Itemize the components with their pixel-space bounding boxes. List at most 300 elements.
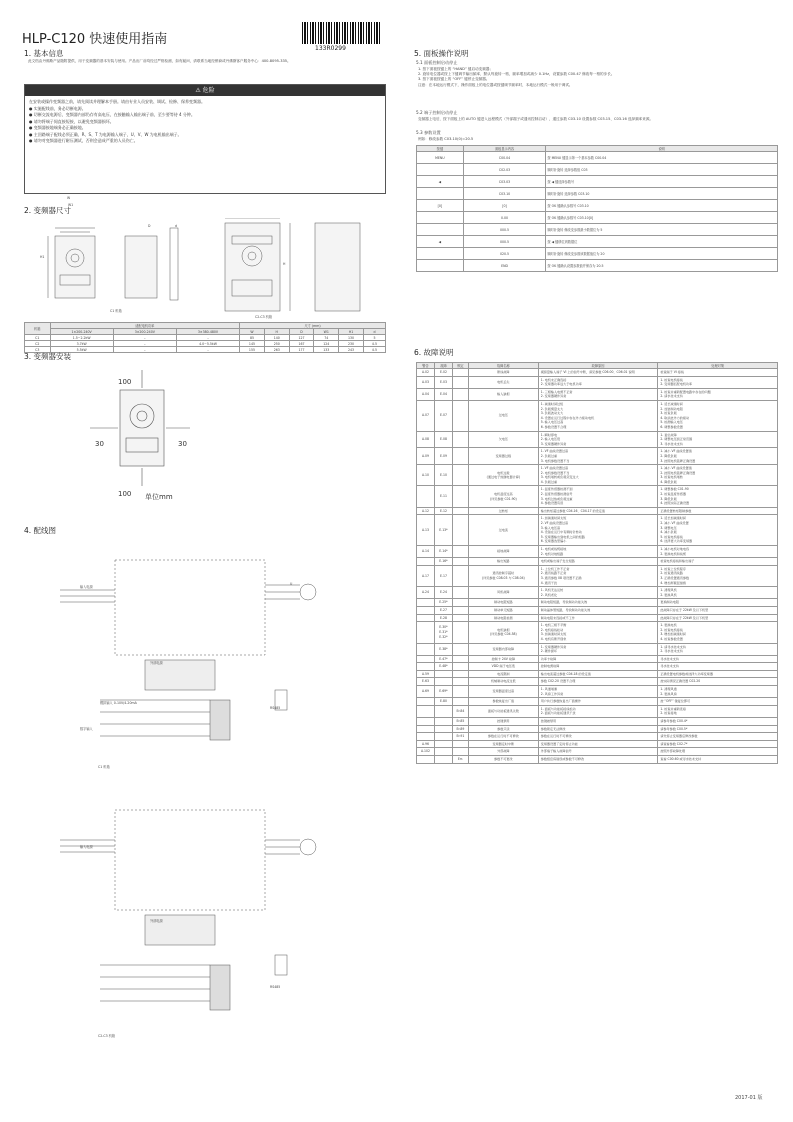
dim-label-w: W xyxy=(67,196,71,200)
fault-cell: E.25* xyxy=(434,599,452,607)
fault-cell: A.96 xyxy=(417,740,435,748)
fault-cell: E.12 xyxy=(434,507,452,515)
fault-cell xyxy=(417,655,435,663)
fault-cell: 制动晶体管短路，导致制动功能失效 xyxy=(538,606,658,614)
dim-label-small-d: d xyxy=(175,224,178,228)
dim-label-h: H xyxy=(283,262,286,266)
fault-cell xyxy=(417,663,435,671)
fault-cell: E.08 xyxy=(434,431,452,448)
fault-cell: 检查端子 VI 接线 xyxy=(658,369,778,377)
fault-cell: E.13* xyxy=(434,515,452,546)
danger-line: ● 变频器接地端务必正确接地。 xyxy=(29,125,86,130)
fault-cell xyxy=(452,614,468,622)
fault-cell xyxy=(452,515,468,546)
fault-cell: E.14* xyxy=(434,546,452,558)
fault-row xyxy=(417,546,778,558)
fault-cell: 外部端子输入故障信号 xyxy=(538,748,658,756)
panel-row xyxy=(417,152,778,164)
fault-cell: A.14 xyxy=(417,546,435,558)
panel-row xyxy=(417,224,778,236)
fault-cell xyxy=(452,507,468,515)
fault-row xyxy=(417,614,778,622)
dim-cell: 140 xyxy=(264,335,289,341)
fault-cell xyxy=(417,558,435,566)
dim-cell: 3.7kW xyxy=(50,341,113,347)
fault-row xyxy=(417,486,778,507)
fault-row xyxy=(417,686,778,698)
fault-cell: 1. 清理风道 2. 更换风扇 xyxy=(658,686,778,698)
dim-cell: 145 xyxy=(240,341,265,347)
fault-cell: 制动电阻检测 xyxy=(468,614,538,622)
fault-cell: 1. 温度传感器检测不到 2. 温度传感器检测信号 3. 电机过热或负载过重 4. 参数设置有误 xyxy=(538,486,658,507)
fault-cell xyxy=(452,431,468,448)
dim-cell: 1.5~2.2kW xyxy=(50,335,113,341)
dim-label-w1: W1 xyxy=(68,203,74,207)
panel-key-icon xyxy=(417,164,464,176)
fault-cell: 变频器过载 xyxy=(468,448,538,465)
fault-cell: E.10 xyxy=(434,465,452,486)
fault-cell xyxy=(417,622,435,643)
panel-cell: 顺时针旋转 修改变参数该数据值位为 20 xyxy=(546,248,778,260)
dim-cell: – xyxy=(113,347,176,353)
wiring-label-analog-in: 模拟输入 0-10V/4-20mA xyxy=(100,701,137,705)
fault-cell: E.11 xyxy=(434,486,452,507)
fault-head-cell: 故障 xyxy=(434,363,452,369)
dim-subhead: d xyxy=(363,329,385,335)
fault-cell: E.03 xyxy=(434,376,452,388)
fault-cell: A.10 xyxy=(417,465,435,486)
fault-cell: 按键被禁用 xyxy=(538,718,658,726)
fault-cell xyxy=(417,486,435,507)
clearance-top: 100 xyxy=(118,378,132,386)
panel-cell: 000.5 xyxy=(463,236,546,248)
fault-cell: A.17 xyxy=(417,565,435,586)
fault-cell xyxy=(417,614,435,622)
dim-cell: 124 xyxy=(314,341,339,347)
fault-cell: A.02 xyxy=(417,369,435,377)
fault-row xyxy=(417,740,778,748)
dim-cell: – xyxy=(176,335,239,341)
fault-cell xyxy=(452,655,468,663)
dim-subhead: W1 xyxy=(314,329,339,335)
panel-cell: 按 MENU 键显示第一个基本参数 C00.04 xyxy=(546,152,778,164)
fault-cell: 1. 复位故障 2. 调整电压到正常范围 3. 寻求技术支持 xyxy=(658,431,778,448)
fault-cell: 1. 请寻求技术支持 2. 寻求技术支持 xyxy=(658,643,778,655)
fault-row xyxy=(417,565,778,586)
dim-cell: 127 xyxy=(289,335,314,341)
fault-cell: Er.89 xyxy=(452,725,468,733)
dim-head-power: 适配电机功率 xyxy=(50,323,240,329)
fault-cell: 1. 减小电机对地电容 2. 更换电机和线缆 xyxy=(658,546,778,558)
danger-line: ● 切断交流电源后，变频器内部仍存有高电压，在接触输入输出端子前，至少要等待 4 分钟。 xyxy=(29,112,195,117)
fault-cell: 1. 加减速时间太短 2. VF 曲线设置过高 3. 输入电压高 4. 设备在运行中有顺时针转动 5. 变频器输出到电机之间的短路 6. 变频器选型偏小 xyxy=(538,515,658,546)
section-6-heading: 6. 故障说明 xyxy=(414,348,454,357)
fault-cell: 1. 清理风机 2. 更换风机 xyxy=(658,587,778,599)
fault-cell: 接地故障 xyxy=(468,546,538,558)
dim-head-size: 尺寸 (mm) xyxy=(240,323,386,329)
wiring-label-input: 输入电源 xyxy=(80,585,93,589)
fault-cell: 1. 上位机工作不正常 2. 通讯线路不正常 3. 通讯参数 08 项设置不正确 4. 通讯干扰 xyxy=(538,565,658,586)
fault-cell: 电机丢失 xyxy=(468,376,538,388)
fault-row xyxy=(417,622,778,643)
fault-cell xyxy=(452,587,468,599)
fault-cell: 电流限制 xyxy=(468,670,538,678)
fault-cell: 输出转矩超过参数 C04.16、C04.17 的设定值 xyxy=(538,507,658,515)
wiring-label-ext-power: 外部电源 xyxy=(150,661,163,665)
fault-cell xyxy=(452,448,468,465)
fault-cell: 1. 电机未正确连接 2. 变频器功率远大于电机功率 xyxy=(538,376,658,388)
fault-cell xyxy=(452,643,468,655)
fault-row xyxy=(417,718,778,726)
fault-cell xyxy=(417,705,435,717)
fault-cell: Er.91 xyxy=(452,733,468,741)
fault-cell: 电机过载 (通过电子热继电器计算) xyxy=(468,465,538,486)
danger-heading: ⚠ 危险 xyxy=(25,85,385,96)
danger-line: ● 实施配线前，务必切断电源。 xyxy=(29,105,86,111)
fault-cell xyxy=(452,740,468,748)
fault-cell: E.63 xyxy=(417,678,435,686)
fault-cell xyxy=(452,369,468,377)
fault-cell: 模拟量输入端子 VI 上的信号中断，请见参数 C06.00、C06.01 说明 xyxy=(538,369,658,377)
footer-version: 2017-01 版 xyxy=(735,1095,763,1101)
fault-cell: A.09 xyxy=(417,448,435,465)
danger-line: ● 主回路端子配线必须正确，R、S、T 为电源输入端子，U、V、W 为电机输出端子。 xyxy=(29,131,182,137)
panel-cell: C02.03 xyxy=(463,164,546,176)
fault-cell: 面板与功能板通讯失败 xyxy=(468,705,538,717)
fault-row xyxy=(417,599,778,607)
fault-cell: A.59 xyxy=(417,670,435,678)
fault-row xyxy=(417,606,778,614)
fault-cell: 请参考参数 C00.4* xyxy=(658,718,778,726)
fault-cell: 断线故障 xyxy=(468,369,538,377)
fault-cell xyxy=(417,599,435,607)
fault-cell: 电机温度过高 (详见参数 C01.90) xyxy=(468,486,538,507)
fault-cell: 更换制动电阻 xyxy=(658,599,778,607)
panel-row xyxy=(417,164,778,176)
fault-cell xyxy=(434,678,452,686)
dim-cell: 167 xyxy=(289,341,314,347)
fault-cell: E.80 xyxy=(434,698,452,706)
fault-cell xyxy=(417,718,435,726)
fault-cell: 变频器设置了定时停止功能 xyxy=(538,740,658,748)
fault-cell xyxy=(417,725,435,733)
panel-key-icon xyxy=(417,260,464,272)
fault-cell: 1. 减小 VF 曲线设置值 2. 降低负载 3. 按照电机铭牌正确设置 xyxy=(658,448,778,465)
wiring-diagram-c2c3 xyxy=(60,800,330,1035)
fault-cell: E.28 xyxy=(434,614,452,622)
fault-cell: Er.84 xyxy=(452,705,468,717)
fault-cell xyxy=(452,622,468,643)
fault-cell: 此故障只存在于 22kW 及以下机型 xyxy=(658,614,778,622)
section-2-heading: 2. 变频器尺寸 xyxy=(24,206,72,215)
fault-cell: 1. 变频器硬件异常 2. 硬件损坏 xyxy=(538,643,658,655)
fault-cell: 风机故障 xyxy=(468,587,538,599)
section-5-1-line: 1. 按下面板按键上的 “HAND” 键启动变频器； xyxy=(418,67,494,71)
panel-cell: 000.5 xyxy=(463,224,546,236)
dim-head-chassis: 机箱 xyxy=(25,323,51,335)
fault-cell: 请先停止变频器后修改参数 xyxy=(658,733,778,741)
panel-key-icon: MENU xyxy=(417,152,464,164)
panel-cell: 按 OK 键确认参数号 C03.10 xyxy=(546,200,778,212)
fault-cell: 按实际情况正确设置 C02.20 xyxy=(658,678,778,686)
fault-cell: 变频器内部故障 xyxy=(468,643,538,655)
fault-cell: 外部故障 xyxy=(468,748,538,756)
panel-key-icon: ◀ xyxy=(417,176,464,188)
fault-cell: A.08 xyxy=(417,431,435,448)
fault-cell: 1. 检查上位机程序 2. 检查通讯线路 3. 正确设置通讯参数 4. 增加屏蔽层措施 xyxy=(658,565,778,586)
dimension-table xyxy=(24,322,386,353)
clearance-left: 30 xyxy=(95,440,104,448)
fault-row xyxy=(417,465,778,486)
fault-head-cell: 处理对策 xyxy=(658,363,778,369)
fault-cell xyxy=(452,565,468,586)
danger-line: ● 请勿对变频器进行耐压测试，否则会造成严重的人员伤亡。 xyxy=(29,138,138,143)
panel-cell: 按 ◀ 键移位到数据位 xyxy=(546,236,778,248)
fault-cell: A.04 xyxy=(417,388,435,400)
dim-cell: 74 xyxy=(314,335,339,341)
fault-cell: 1. 风道堵塞 2. 风扇工作异常 xyxy=(538,686,658,698)
fault-cell: 1. 延长减速时间 2. 加装制动电阻 3. 检查负载 4. 取消此外力的拖动 5. 检测输入电压 6. 调整参数设置 xyxy=(658,400,778,431)
panel-cell: 按 OK 键确认设置参数值并保存为 20.5 xyxy=(546,260,778,272)
fault-cell: 正确设置电机参数或选择大功率变频器 xyxy=(658,670,778,678)
fault-cell: A.102 xyxy=(417,748,435,756)
unit-label: 单位mm xyxy=(145,493,173,501)
fault-cell: E.04 xyxy=(434,388,452,400)
fault-cell: 机械制动电流过低 xyxy=(468,678,538,686)
fault-cell xyxy=(417,643,435,655)
panel-cell: 顺时针旋转 修改变参数最小数据位为 5 xyxy=(546,224,778,236)
panel-key-icon: [0] xyxy=(417,200,464,212)
fault-cell: E.24 xyxy=(434,587,452,599)
fault-row xyxy=(417,670,778,678)
fault-cell xyxy=(434,705,452,717)
panel-row xyxy=(417,212,778,224)
fault-cell: 参数恢复出厂值 xyxy=(468,698,538,706)
fault-cell: 参数 C02.20 设置不合理 xyxy=(538,678,658,686)
fault-row xyxy=(417,663,778,671)
fault-cell: E.38* xyxy=(434,643,452,655)
fault-cell: 按 “OFF” 键复位即可 xyxy=(658,698,778,706)
fault-cell: E.16* xyxy=(434,558,452,566)
section-5-1-line: 注意：在本地运行模式下，操作面板上的电位器或按键调节频率时，本地运行模式一般用于调试。 xyxy=(418,82,573,87)
fault-cell: E.17 xyxy=(434,565,452,586)
fault-cell xyxy=(417,606,435,614)
panel-cell: C00.04 xyxy=(463,152,546,164)
fig-c1-caption: C1 机箱 xyxy=(110,309,122,313)
fault-row xyxy=(417,655,778,663)
fault-cell: 1. 面板与功能板接线松动 2. 面板与功能板通讯干扰 xyxy=(538,705,658,717)
section-5-heading: 5. 面板操作说明 xyxy=(414,49,469,58)
panel-row xyxy=(417,248,778,260)
section-5-2-heading: 5.2 端子控制启动停止 xyxy=(416,110,458,115)
section-5-1-line: 2. 旋转电位器或按上下键调节输出频率，默认每旋转一格，频率增加或减少 0.1Hz，设置参数 C00.47 修改每一格的步长。 xyxy=(418,72,615,77)
panel-head-cell: 说明 xyxy=(546,146,778,152)
section-1-heading: 1. 基本信息 xyxy=(24,49,64,58)
page-title: HLP-C120 快速使用指南 xyxy=(22,32,168,47)
dim-subhead: 3×380-480V xyxy=(176,329,239,335)
fault-cell: 1. 风机无法运转 2. 风机老化 xyxy=(538,587,658,599)
fault-cell: 通讯控制字超时 (详见参数 C08.03 与 C08.04) xyxy=(468,565,538,586)
fault-row xyxy=(417,678,778,686)
wiring-label-digital-in: 数字输入 xyxy=(80,727,93,731)
dim-cell: C1 xyxy=(25,335,51,341)
fault-cell xyxy=(452,670,468,678)
fault-cell xyxy=(452,663,468,671)
fault-row xyxy=(417,388,778,400)
fault-cell xyxy=(417,756,435,764)
panel-key-icon xyxy=(417,212,464,224)
fault-cell xyxy=(452,486,468,507)
section-5-3-note: 例如：修改参数 C03.10(0)=20.5 xyxy=(418,137,474,141)
barcode-image xyxy=(302,22,382,44)
dim-cell: 243 xyxy=(339,347,364,353)
fault-cell xyxy=(434,670,452,678)
panel-key-icon: ◀ xyxy=(417,236,464,248)
fault-cell: 控制电源故障 xyxy=(538,663,658,671)
fault-row xyxy=(417,431,778,448)
fault-cell: A.69 xyxy=(417,686,435,698)
dim-subhead: 3×200-240V xyxy=(113,329,176,335)
wiring-c1-caption: C1 机箱 xyxy=(98,765,110,769)
section-4-heading: 4. 配线图 xyxy=(24,526,57,535)
fault-cell: VDD 端子电压低 xyxy=(468,663,538,671)
danger-line: ● 请勿将端子间直接短接，以避免变频器损坏。 xyxy=(29,118,114,124)
fault-row xyxy=(417,756,778,764)
fault-head-cell: 警告 xyxy=(417,363,435,369)
fault-cell: 控制卡 24V 故障 xyxy=(468,655,538,663)
fault-cell: 变频器温度过高 xyxy=(468,686,538,698)
dim-subhead: 1×200-240V xyxy=(50,329,113,335)
panel-head-cell: 按键 xyxy=(417,146,464,152)
fault-cell: 参数只读 xyxy=(468,725,538,733)
fault-cell xyxy=(452,558,468,566)
section-5-3-heading: 5.3 参数设置 xyxy=(416,130,441,135)
fault-cell xyxy=(452,599,468,607)
fault-cell: 请参考参数 C00.5* xyxy=(658,725,778,733)
clearance-right: 30 xyxy=(178,440,187,448)
fault-cell: E.09 xyxy=(434,448,452,465)
fault-cell: 按键禁用 xyxy=(468,718,538,726)
dim-cell: 4.5 xyxy=(363,341,385,347)
fault-cell: 寻求技术支持 xyxy=(658,655,778,663)
dim-cell: C3 xyxy=(25,347,51,353)
panel-cell: [0] xyxy=(463,200,546,212)
section-5-1-heading: 5.1 面板控制启动停止 xyxy=(416,60,458,65)
fault-cell: 电机缺相 (详见参数 C04.58) xyxy=(468,622,538,643)
dim-cell: 133 xyxy=(314,347,339,353)
dim-cell: 4.0~5.5kW xyxy=(176,341,239,347)
fault-cell: 过电流 xyxy=(468,515,538,546)
panel-row xyxy=(417,176,778,188)
fault-cell: E.47* xyxy=(434,655,452,663)
fault-cell xyxy=(452,400,468,431)
dim-row xyxy=(25,347,386,353)
wiring-label-motor-u: U xyxy=(290,582,293,586)
fault-head-cell: 故障原因 xyxy=(538,363,658,369)
dim-cell: C2 xyxy=(25,341,51,347)
fault-cell: 1. 电机或线缆接地 2. 电机对地短路 xyxy=(538,546,658,558)
panel-key-icon xyxy=(417,224,464,236)
dim-cell: – xyxy=(176,347,239,353)
panel-row xyxy=(417,200,778,212)
fault-row xyxy=(417,376,778,388)
dim-label-d: D xyxy=(148,224,151,228)
clearance-bottom: 100 xyxy=(118,490,132,498)
installation-drawing xyxy=(90,368,190,496)
panel-key-icon xyxy=(417,248,464,260)
wiring-c2c3-caption: C2-C3 机箱 xyxy=(98,1034,116,1038)
section-5-1-text xyxy=(418,67,778,88)
fault-cell: A.12 xyxy=(417,507,435,515)
fault-cell xyxy=(452,606,468,614)
fault-cell: Err. xyxy=(452,756,468,764)
danger-box xyxy=(24,84,386,194)
fig-c2c3-caption: C2-C3 机箱 xyxy=(255,315,273,319)
dim-subhead: H xyxy=(264,329,289,335)
fault-cell: 1. 检查并重新连接 2. 检查接地 xyxy=(658,705,778,717)
panel-cell: END xyxy=(463,260,546,272)
fault-cell: 1. 检查电机接线 2. 变频器匹配电机功率 xyxy=(658,376,778,388)
fault-head-cell: 锁定 xyxy=(452,363,468,369)
fault-cell: E.69* xyxy=(434,686,452,698)
fault-cell: A.03 xyxy=(417,376,435,388)
panel-key-icon xyxy=(417,188,464,200)
fault-cell xyxy=(434,756,452,764)
fault-cell: Er.85 xyxy=(452,718,468,726)
fault-cell xyxy=(434,725,452,733)
fault-cell: E.27 xyxy=(434,606,452,614)
fault-cell: 参数在运行时不可修改 xyxy=(538,733,658,741)
section-1-text: 此文档由丹佛斯产品随附提供，用于变频器的基本安装与使用。产品出厂前均经过严格检测，如有疑问，请联系当地经销商或丹佛斯客户服务中心：400-8095-335。 xyxy=(28,59,291,63)
fault-cell xyxy=(452,376,468,388)
fault-table xyxy=(416,362,778,764)
dim-subhead: D xyxy=(289,329,314,335)
fault-head-cell: 故障名称 xyxy=(468,363,538,369)
section-5-1-line: 3. 按下面板按键上的 “OFF” 键停止变频器。 xyxy=(418,77,490,82)
fault-cell xyxy=(452,388,468,400)
fault-cell: 电机或输出端子发生短路 xyxy=(538,558,658,566)
fault-cell: 请查看参数 C02.7* xyxy=(658,740,778,748)
wiring-c2-label-rs485: RS485 xyxy=(270,985,281,989)
dim-cell: 230 xyxy=(339,341,364,347)
danger-line: 在安装或操作变频器之前，请先阅读并理解本手册。请由专业人员安装、调试、检修、保养变频器。 xyxy=(29,99,205,104)
fault-cell xyxy=(417,698,435,706)
dim-cell: 4.5 xyxy=(363,347,385,353)
wiring-c2-label-input: 输入电源 xyxy=(80,845,93,849)
fault-cell: 参数不可更改 xyxy=(468,756,538,764)
fault-row xyxy=(417,400,778,431)
dim-cell: 177 xyxy=(289,347,314,353)
wiring-diagram-c1 xyxy=(60,540,330,765)
wiring-c2-label-ext-power: 外部电源 xyxy=(150,919,163,923)
panel-cell: 顺时针旋转 选择参数组 C03 xyxy=(546,164,778,176)
fault-cell: 参数锁定无法修改 xyxy=(538,725,658,733)
fault-cell xyxy=(434,733,452,741)
fault-cell: E.48* xyxy=(434,663,452,671)
fault-cell xyxy=(452,465,468,486)
fault-row xyxy=(417,643,778,655)
panel-row xyxy=(417,260,778,272)
fault-cell: 1. 电机三相不平衡 2. 电机接线松动 3. 加减速时间太短 4. 电机有断开现象 xyxy=(538,622,658,643)
fault-cell: A.07 xyxy=(417,400,435,431)
dim-cell: 5 xyxy=(363,335,385,341)
panel-head-cell: 面板显示内容 xyxy=(463,146,546,152)
fault-cell: 寻求技术支持 xyxy=(658,663,778,671)
fault-cell xyxy=(452,698,468,706)
panel-cell: 0.00 xyxy=(463,212,546,224)
wiring-label-rs485: RS485 xyxy=(270,706,281,710)
fault-row xyxy=(417,725,778,733)
